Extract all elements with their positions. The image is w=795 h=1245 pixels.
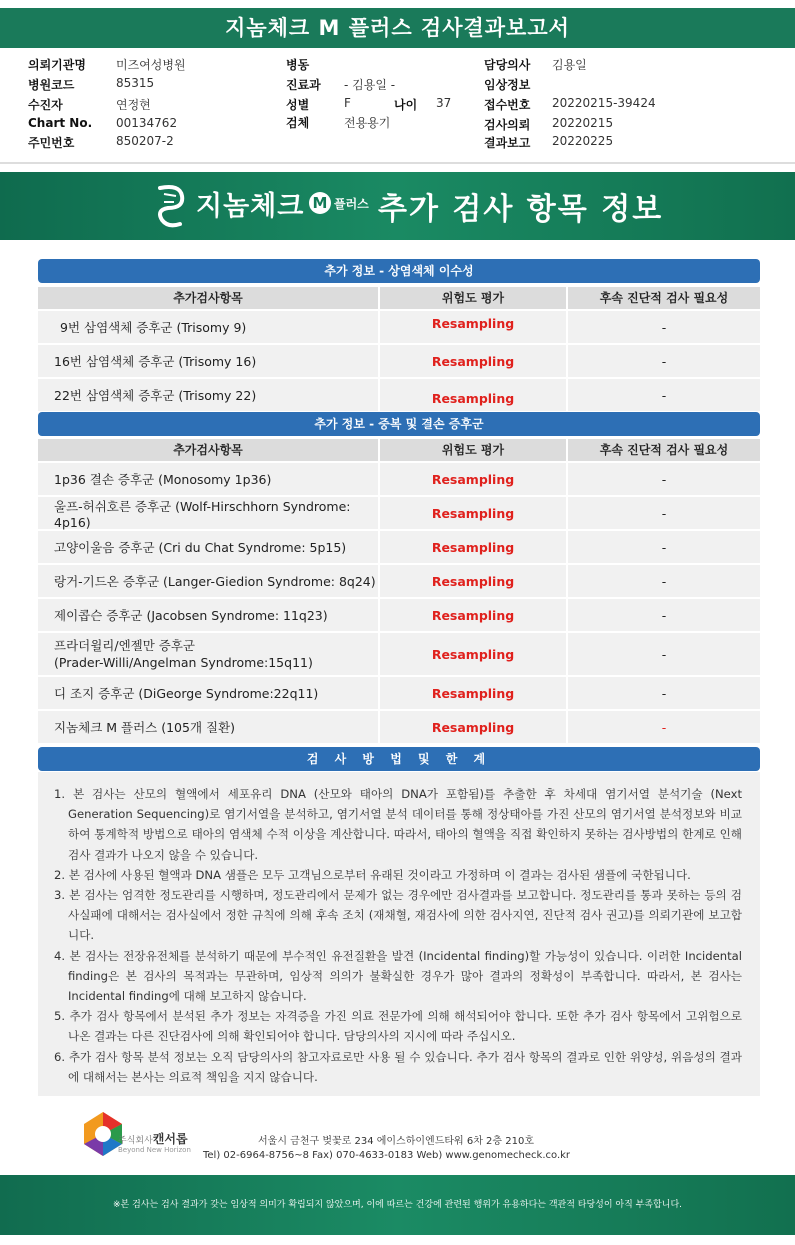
disclaimer-bar: ※본 검사는 검사 결과가 갖는 임상적 의미가 확립되지 않았으며, 이에 따르는 건강에 관련된 행위가 유용하다는 객관적 타당성이 아직 부족합니다. [0,1175,795,1235]
value-chart-no: 00134762 [116,116,178,130]
col-followup: 후속 진단적 검사 필요성 [599,443,729,457]
row-followup: - [661,471,667,487]
col-item: 추가검사항목 [173,443,243,457]
row-item: 1p36 결손 증후군 (Monosomy 1p36) [54,472,272,487]
value-sex: F [344,96,351,110]
company-name-text: 캔서롭 [152,1132,188,1146]
value-age: 37 [436,96,452,110]
label-report-date: 결과보고 [484,136,531,150]
value-patient: 연정현 [116,98,151,112]
company-prefix: 주식회사 [118,1136,153,1146]
company-tagline: Beyond New Horizon [118,1146,191,1154]
label-hospital-code: 병원코드 [28,78,75,92]
banner-title: 추가 검사 항목 정보 [378,192,664,227]
row-item: 울프-허쉬호른 증후군 (Wolf-Hirschhorn Syndrome: 4p16) [54,498,351,530]
value-hospital-code: 85315 [116,76,155,90]
label-patient: 수진자 [28,98,63,112]
patient-info [0,50,795,162]
row-item: 지놈체크 M 플러스 (105개 질환) [54,720,236,735]
section1-table [38,287,760,409]
label-specimen: 검체 [286,116,310,130]
label-age: 나이 [394,98,418,112]
label-receipt-no: 접수번호 [484,98,531,112]
row-risk: Resampling [431,505,515,521]
col-item: 추가검사항목 [173,291,243,305]
genomecheck-logo-icon [150,182,196,230]
row-risk: Resampling [431,390,515,406]
company-address: 서울시 금천구 벚꽃로 234 에이스하이엔드타워 6차 2층 210호 [258,1136,535,1147]
m-badge-icon: M [309,192,331,214]
row-item: 22번 삼염색체 증후군 (Trisomy 22) [54,388,257,403]
table-row [38,531,760,563]
label-institution: 의뢰기관명 [28,58,86,72]
label-doctor: 담당의사 [484,58,531,72]
row-risk: Resampling [431,315,515,331]
value-resident-no: 850207-2 [116,134,174,148]
value-specimen: 전용용기 [344,116,391,130]
row-item: 랑거-기드온 증후군 (Langer-Giedion Syndrome: 8q24) [54,574,376,589]
value-report-date: 20220225 [552,134,614,148]
row-followup: - [661,573,667,589]
table-row [38,379,760,411]
method-item: 6. 추가 검사 항목 분석 정보는 오직 담당의사의 참고자료로만 사용 될 수 있습니다. 추가 검사 항목의 결과로 인한 위양성, 위음성의 결과에 대해서는 본사는 의료적 책임을 지지 않습니다. [54,1049,742,1084]
row-followup: - [661,607,667,623]
table-row [38,463,760,495]
table-header [38,439,760,461]
banner [0,172,795,240]
section1-header: 추가 정보 - 상염색체 이수성 [38,259,760,283]
label-clinical-info: 임상정보 [484,78,531,92]
row-item: 디 조지 증후군 (DiGeorge Syndrome:22q11) [54,686,319,701]
row-risk: Resampling [431,607,515,623]
row-item-line1: 프라더윌리/엔젤만 증후군 [54,638,196,653]
row-followup: - [661,646,667,662]
row-followup: - [661,505,667,521]
table-row [38,633,760,675]
label-request-date: 검사의뢰 [484,118,531,132]
method-item: 2. 본 검사에 사용된 혈액과 DNA 샘플은 모두 고객님으로부터 유래된 것이라고 가정하며 이 결과는 검사된 샘플에 국한됩니다. [54,867,691,882]
table-row [38,345,760,377]
banner-brand: 지놈체크 [196,191,305,222]
banner-plus: 플러스 [334,197,369,211]
row-risk: Resampling [431,353,515,369]
row-item [38,633,378,675]
company-name [118,1130,188,1147]
row-followup: - [661,719,667,735]
divider [0,162,795,164]
value-receipt-no: 20220215-39424 [552,96,656,110]
label-resident-no: 주민번호 [28,136,75,150]
label-ward: 병동 [286,58,310,72]
row-item: 9번 삼염색체 증후군 (Trisomy 9) [60,320,247,335]
row-risk: Resampling [431,719,515,735]
company-contact: Tel) 02-6964-8756~8 Fax) 070-4633-0183 Web) www.genomecheck.co.kr [203,1150,571,1161]
row-followup: - [661,539,667,555]
section2-header: 추가 정보 - 중복 및 결손 증후군 [38,412,760,436]
table-row [38,497,760,529]
section2-table [38,439,760,745]
method-header: 검 사 방 법 및 한 계 [38,747,760,771]
label-chart-no: Chart No. [28,116,93,130]
value-institution: 미즈여성병원 [116,58,186,72]
method-box [38,772,760,1096]
row-item-line2: (Prader-Willi/Angelman Syndrome:15q11) [54,655,313,670]
col-followup: 후속 진단적 검사 필요성 [599,291,729,305]
table-row [38,677,760,709]
row-risk: Resampling [431,685,515,701]
row-risk: Resampling [431,539,515,555]
row-followup: - [661,685,667,701]
row-followup: - [661,353,667,369]
value-request-date: 20220215 [552,116,614,130]
row-risk: Resampling [431,646,515,662]
table-row [38,565,760,597]
col-risk: 위험도 평가 [441,291,505,305]
label-sex: 성별 [286,98,310,112]
value-department: - 김용일 - [344,78,396,92]
row-item: 16번 삼염색체 증후군 (Trisomy 16) [54,354,257,369]
method-item: 1. 본 검사는 산모의 혈액에서 세포유리 DNA (산모와 태아의 DNA가 포함됨)를 추출한 후 차세대 염기서열 분석기술 (Next Generation Sequencing)로 염기서열을 분석하고, 염기서열 분석 데이터를 통해 정상태아를 가진 산모의 염기서열 분석정보와 비교하여 통계학적 방법으로 태아의 염색체 수적 이상을 계산합니다. 따라서, 태아의 혈액을 직접 확인하지 못하는 검사방법의 한계로 인해 검사 결과가 나오지 않을 수 있습니다. [54,787,742,862]
row-followup: - [661,319,667,335]
table-row [38,311,760,343]
table-header [38,287,760,309]
row-risk: Resampling [431,471,515,487]
method-item: 5. 추가 검사 항목에서 분석된 추가 정보는 자격증을 가진 의료 전문가에 의해 해석되어야 합니다. 또한 추가 검사 항목에서 고위험으로 나온 결과는 다른 진단검사에 의해 확인되어야 합니다. 담당의사의 지시에 따라 주십시오. [54,1009,742,1044]
table-row [38,711,760,743]
table-row [38,599,760,631]
method-item: 4. 본 검사는 전장유전체를 분석하기 때문에 부수적인 유전질환을 발견 (Incidental finding)할 가능성이 있습니다. 이러한 Incidental finding은 본 검사의 목적과는 무관하며, 임상적 의의가 불확실한 경우가 많아 결과의 정확성이 부족합니다. 따라서, 본 검사는 Incidental finding에 대해 보고하지 않습니다. [54,948,742,1004]
row-item: 고양이울음 증후군 (Cri du Chat Syndrome: 5p15) [54,540,347,555]
report-title: 지놈체크 M 플러스 검사결과보고서 [0,8,795,48]
label-department: 진료과 [286,78,321,92]
col-risk: 위험도 평가 [441,443,505,457]
row-followup: - [661,387,667,403]
value-doctor: 김용일 [552,58,587,72]
method-item: 3. 본 검사는 엄격한 정도관리를 시행하며, 정도관리에서 문제가 없는 경우에만 검사결과를 보고합니다. 정도관리를 통과 못하는 등의 검사실패에 대해서는 검사실에서 정한 규칙에 의해 후속 조치 (재채혈, 재검사에 의한 검사지연, 진단적 검사 권고)를 의뢰기관에 보고합니다. [54,888,742,943]
row-risk: Resampling [431,573,515,589]
row-item: 제이콥슨 증후군 (Jacobsen Syndrome: 11q23) [54,608,328,623]
